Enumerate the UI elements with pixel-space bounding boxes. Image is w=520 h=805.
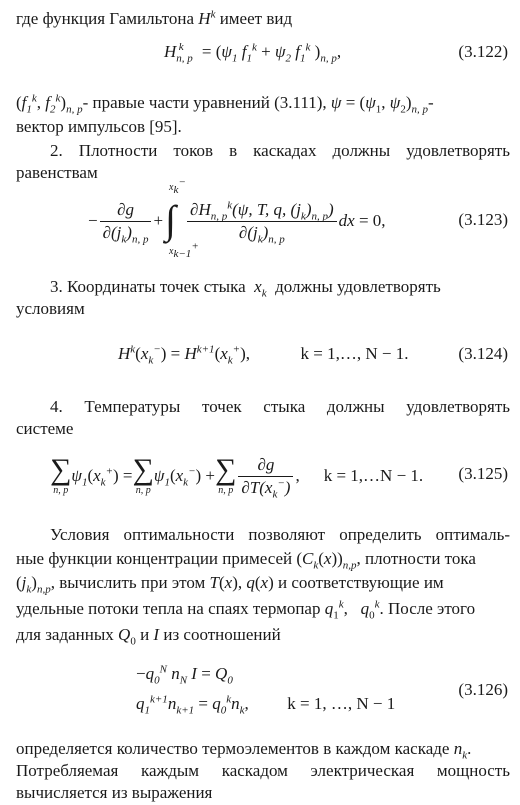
text-conditions-line-5: для заданных $Q_0$ и I из соотношений: [16, 625, 281, 648]
text-line-1: где функция Гамильтона $H^k$ имеет вид: [16, 8, 293, 28]
equation-3-126-line-1: $-q_0^N$ $n_N$ $I = Q_0$: [136, 663, 233, 687]
text-conditions-line-1: Условия оптимальности позволяют определить оптималь-: [50, 525, 510, 544]
text-impurity-functions: ные функции концентрации примесей: [16, 549, 293, 568]
text-final-line-2: Потребляемая каждым каскадом электрическая мощность: [16, 761, 510, 780]
text-compute: , вычислить при этом: [50, 573, 206, 592]
equation-3-124: $H^k(x_k^-) = H^{k+1}(x_k^+)$, k = 1,…, N − 1.: [118, 343, 409, 367]
equation-3-126-range: k = 1, …, N − 1: [287, 694, 396, 713]
equation-number-3-123: (3.123): [458, 210, 508, 229]
text-has-form: имеет вид: [219, 9, 293, 28]
text-line-3: ($f_1^k$, $f_2^k)_{n, p}-$ правые части уравнений (3.111), $\psi = (\psi_1$, $\psi_2)_{n, p}-$: [16, 92, 434, 116]
text-final-line-3: вычисляется из выражения: [16, 783, 213, 802]
equation-number-3-126: (3.126): [458, 680, 508, 699]
text-corresponding: и соответствующие им: [278, 573, 444, 592]
integral-symbol: $x_k^-$ ∫ $x_{k-1}^+$: [165, 176, 199, 260]
text-hamiltonian-intro: где функция Гамильтона: [16, 9, 195, 28]
text-impulse-vector: вектор импульсов [95].: [16, 117, 182, 136]
equation-number-3-124: (3.124): [458, 344, 508, 363]
text-item-3-line-2: условиям: [16, 299, 85, 318]
text-from-relations: из соотношений: [163, 625, 281, 644]
text-item-4-line-1: 4. Температуры точек стыка должны удовлетворять: [50, 397, 510, 416]
text-after-that: . После этого: [379, 599, 476, 618]
equation-3-126-line-2: $q_1^{k+1}n_{k+1} = q_0^kn_k$, k = 1, …, N − 1: [136, 693, 396, 717]
equation-3-125-range: k = 1,…N − 1.: [323, 466, 424, 485]
text-conditions-line-3: $(j_k)_{n,p}$, вычислить при этом T(x), q(x) и соответствующие им: [16, 573, 444, 596]
text-must-satisfy: должны удовлетворять: [275, 277, 441, 296]
text-item-3-line-1: 3. Координаты точек стыка $x_k$ должны удовлетворять: [50, 277, 441, 300]
text-joint-coordinates: 3. Координаты точек стыка: [50, 277, 246, 296]
text-heat-flows: удельные потоки тепла на спаях термопар: [16, 599, 321, 618]
equation-3-125: ∑ n, p $\psi_1(x_k^+)$ = ∑ n, p $\psi_1(x_k^-)$ + ∑ n, p $\frac{\partial g}{\partial T(x_k^-)}$ , k = 1,…N − 1.: [50, 453, 424, 500]
text-and: и: [140, 625, 150, 644]
text-conditions-line-2: ные функции концентрации примесей $(C_k(x))_{n,p}$, плотности тока: [16, 549, 476, 572]
text-current-density: , плотности тока: [356, 549, 476, 568]
equation-3-123: − $\frac{\partial g}{\partial(j_k)_{n, p}}$ + $x_k^-$ ∫ $x_{k-1}^+$ $\frac{\partial H_{n, p}^k(\psi, T, q, (j_k)_{n, p})}{\partial(j_k)_{n, p}}$ dx = 0,: [88, 176, 386, 260]
text-right-parts: - правые части уравнений (3.111),: [82, 93, 327, 112]
text-item-2-line-2: равенствам: [16, 163, 98, 182]
text-item-2-line-1: 2. Плотности токов в каскадах должны удовлетворять: [50, 141, 510, 160]
equation-3-122: $H_{n, p}^k = (\psi_1$ $f_1^k + \psi_2$ $f_1^k$ )$_{n, p}$,: [164, 41, 342, 65]
text-thermoelements-count: определяется количество термоэлементов в каждом каскаде: [16, 739, 450, 758]
equation-number-3-122: (3.122): [458, 42, 508, 61]
text-for-given: для заданных: [16, 625, 114, 644]
equation-3-124-range: k = 1,…, N − 1.: [300, 344, 409, 363]
text-final-line-1: определяется количество термоэлементов в каждом каскаде $n_k$.: [16, 739, 472, 762]
text-conditions-line-4: удельные потоки тепла на спаях термопар $q_1^k$, $q_0^k$. После этого: [16, 598, 476, 622]
equation-number-3-125: (3.125): [458, 464, 508, 483]
text-item-4-line-2: системе: [16, 419, 74, 438]
